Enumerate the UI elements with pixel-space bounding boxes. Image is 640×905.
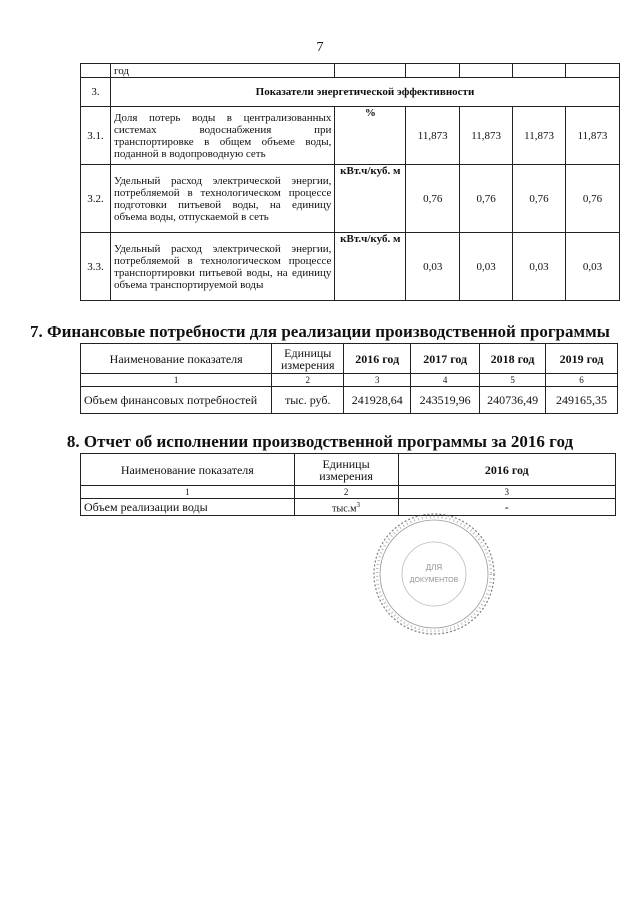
table-row bbox=[81, 387, 618, 414]
indicator-name: Объем реализации воды bbox=[81, 499, 295, 516]
value-cell: 0,03 bbox=[566, 233, 620, 301]
column-number: 2 bbox=[294, 486, 398, 499]
indicator-name: Доля потерь воды в централизованных системах водоснабжения при транспортировке в общем объеме воды, поданной в водопроводную сеть bbox=[110, 107, 334, 165]
value-cell: 241928,64 bbox=[344, 387, 411, 414]
stamp-text-bottom: ДОКУМЕНТОВ bbox=[409, 577, 459, 584]
column-number-row bbox=[81, 486, 616, 499]
energy-efficiency-table bbox=[80, 63, 620, 301]
value-cell: 0,03 bbox=[460, 233, 513, 301]
section-title: Показатели энергетической эффективности bbox=[110, 78, 619, 107]
table-row bbox=[81, 64, 620, 78]
column-number: 2 bbox=[272, 374, 344, 387]
column-header: 2016 год bbox=[344, 344, 411, 374]
table-row bbox=[81, 165, 620, 233]
column-header: 2016 год bbox=[398, 454, 616, 486]
page-number: 7 bbox=[316, 40, 324, 55]
row-number: 3.1. bbox=[81, 107, 111, 165]
execution-report-table bbox=[80, 453, 616, 516]
value-cell: 0,03 bbox=[406, 233, 460, 301]
table-header-row bbox=[81, 344, 618, 374]
value-cell: 249165,35 bbox=[546, 387, 618, 414]
column-header: Единицы измерения bbox=[294, 454, 398, 486]
indicator-name: Объем финансовых потребностей bbox=[81, 387, 272, 414]
financial-needs-table bbox=[80, 343, 618, 414]
stamp-text-top: ДЛЯ bbox=[425, 563, 443, 572]
column-header: Наименование показателя bbox=[81, 454, 295, 486]
row-number: 3.3. bbox=[81, 233, 111, 301]
table-row bbox=[81, 499, 616, 516]
column-header: Единицы измерения bbox=[272, 344, 344, 374]
prev-row-text: год bbox=[110, 64, 334, 78]
section7-title: 7. Финансовые потребности для реализации производственной программы bbox=[30, 322, 610, 341]
section-number: 3. bbox=[81, 78, 111, 107]
table-row bbox=[81, 233, 620, 301]
section8-title: 8. Отчет об исполнении производственной программы за 2016 год bbox=[66, 432, 574, 451]
value-cell: 0,76 bbox=[566, 165, 620, 233]
round-seal-stamp bbox=[372, 512, 496, 636]
value-cell: 11,873 bbox=[406, 107, 460, 165]
table-header-row bbox=[81, 454, 616, 486]
column-header: 2019 год bbox=[546, 344, 618, 374]
column-number: 1 bbox=[81, 486, 295, 499]
indicator-name: Удельный расход электрической энергии, потребляемой в технологическом процессе подготовки питьевой воды, на единицу объема воды, отпускаемой в сеть bbox=[110, 165, 334, 233]
column-header: 2018 год bbox=[480, 344, 546, 374]
value-cell: 0,76 bbox=[406, 165, 460, 233]
unit-cell: кВт.ч/куб. м bbox=[335, 165, 406, 233]
column-number: 3 bbox=[344, 374, 411, 387]
unit-superscript: 3 bbox=[356, 501, 360, 509]
column-number: 1 bbox=[81, 374, 272, 387]
table-row bbox=[81, 107, 620, 165]
column-header: Наименование показателя bbox=[81, 344, 272, 374]
column-number: 3 bbox=[398, 486, 616, 499]
row-number: 3.2. bbox=[81, 165, 111, 233]
value-cell: 11,873 bbox=[566, 107, 620, 165]
value-cell: - bbox=[398, 499, 616, 516]
column-number-row bbox=[81, 374, 618, 387]
column-header: 2017 год bbox=[411, 344, 480, 374]
indicator-name: Удельный расход электрической энергии, потребляемой в технологическом процессе транспортировки питьевой воды, на единицу объема транспортируемой воды bbox=[110, 233, 334, 301]
value-cell: 11,873 bbox=[513, 107, 566, 165]
value-cell: 240736,49 bbox=[480, 387, 546, 414]
column-number: 6 bbox=[546, 374, 618, 387]
unit-text: тыс.м bbox=[332, 503, 357, 515]
unit-cell: тыс. руб. bbox=[272, 387, 344, 414]
value-cell: 0,76 bbox=[460, 165, 513, 233]
column-number: 5 bbox=[480, 374, 546, 387]
value-cell: 243519,96 bbox=[411, 387, 480, 414]
value-cell: 0,03 bbox=[513, 233, 566, 301]
value-cell: 11,873 bbox=[460, 107, 513, 165]
value-cell: 0,76 bbox=[513, 165, 566, 233]
unit-cell: кВт.ч/куб. м bbox=[335, 233, 406, 301]
section-header-row bbox=[81, 78, 620, 107]
unit-cell: % bbox=[335, 107, 406, 165]
column-number: 4 bbox=[411, 374, 480, 387]
